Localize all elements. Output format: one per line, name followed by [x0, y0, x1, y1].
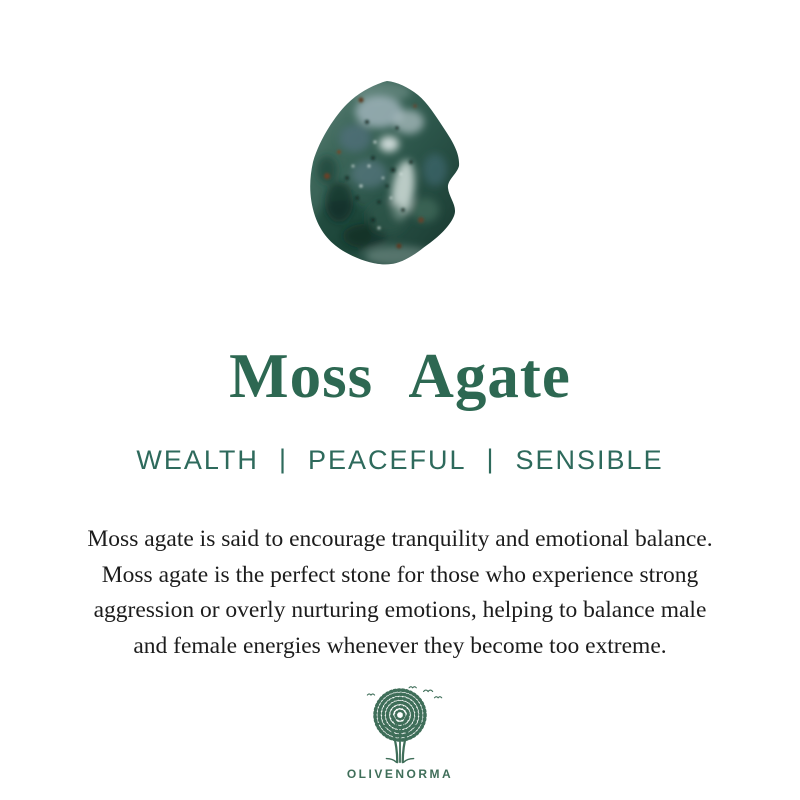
trait-wealth: WEALTH: [136, 445, 259, 475]
description-line: Moss agate is the perfect stone for those who experience strong: [101, 561, 699, 588]
description-line: aggression or overly nurturing emotions, helping to balance male: [93, 597, 707, 623]
traits-row: [0, 445, 800, 475]
page-title: Moss Agate: [229, 341, 571, 411]
trait-sensible: SENSIBLE: [515, 445, 664, 475]
trait-separator: |: [486, 444, 496, 474]
stone-graphic: [303, 78, 465, 268]
trait-separator: |: [278, 444, 288, 474]
trait-peaceful: PEACEFUL: [307, 445, 467, 475]
description-line: Moss agate is said to encourage tranquility and emotional balance.: [87, 526, 713, 552]
description-line: and female energies whenever they become too extreme.: [133, 632, 667, 659]
brand-name: OLIVENORMA: [346, 767, 454, 781]
olive-tree-icon: [352, 686, 448, 764]
brand-logo: [0, 686, 800, 781]
description-paragraph: [0, 522, 800, 664]
moss-agate-stone-image: [303, 78, 465, 268]
